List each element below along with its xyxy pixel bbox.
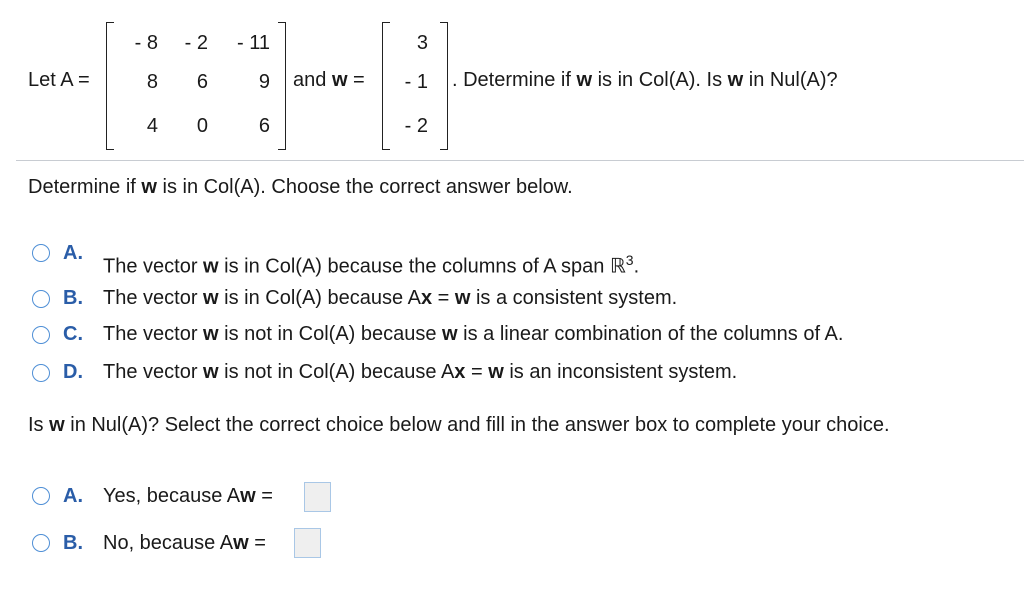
vector-w-cell: 3 [416, 32, 428, 54]
q2-option-b-text[interactable]: No, because Aw = [103, 532, 266, 554]
q1-option-c-radio[interactable] [32, 326, 50, 344]
q1-option-c-letter: C. [63, 323, 83, 345]
q1-option-a-letter: A. [63, 242, 83, 264]
matrix-a-cell: 6 [196, 71, 208, 93]
problem-question: . Determine if w is in Col(A). Is w in Nul(A)? [452, 69, 838, 91]
matrix-a-cell: - 2 [184, 32, 208, 54]
q1-option-d-letter: D. [63, 361, 83, 383]
q2-option-a-text[interactable]: Yes, because Aw = [103, 485, 273, 507]
q1-option-a-text[interactable]: The vector w is in Col(A) because the columns of A span ℝ$^3$. [103, 252, 640, 278]
let-a-label: Let A = [28, 69, 90, 91]
q1-option-d-text[interactable]: The vector w is not in Col(A) because Ax = w is an inconsistent system. [103, 361, 738, 383]
vector-w-right-bracket [440, 22, 448, 150]
matrix-a-cell: 0 [196, 115, 208, 137]
q1-option-a-radio[interactable] [32, 244, 50, 262]
matrix-a-cell: - 8 [134, 32, 158, 54]
and-w-label: and w = [293, 69, 365, 91]
q1-option-b-letter: B. [63, 287, 83, 309]
section-divider [16, 160, 1024, 161]
q1-option-b-text[interactable]: The vector w is in Col(A) because Ax = w is a consistent system. [103, 287, 678, 309]
q2-prompt: Is w in Nul(A)? Select the correct choice below and fill in the answer box to complete your choice. [28, 414, 890, 436]
q1-option-b-radio[interactable] [32, 290, 50, 308]
matrix-a-left-bracket [106, 22, 114, 150]
vector-w-cell: - 2 [404, 115, 428, 137]
q1-option-d-radio[interactable] [32, 364, 50, 382]
q2-option-a-answer-box[interactable] [304, 482, 331, 512]
matrix-a-cell: 6 [258, 115, 270, 137]
matrix-a-cell: 9 [258, 71, 270, 93]
q2-option-b-radio[interactable] [32, 534, 50, 552]
matrix-a-cell: 4 [146, 115, 158, 137]
q2-option-b-answer-box[interactable] [294, 528, 321, 558]
matrix-a-right-bracket [278, 22, 286, 150]
q1-prompt: Determine if w is in Col(A). Choose the correct answer below. [28, 176, 573, 198]
q2-option-a-letter: A. [63, 485, 83, 507]
vector-w-cell: - 1 [404, 71, 428, 93]
matrix-a-cell: - 11 [237, 32, 270, 54]
q2-option-a-radio[interactable] [32, 487, 50, 505]
q2-option-b-letter: B. [63, 532, 83, 554]
q1-option-c-text[interactable]: The vector w is not in Col(A) because w is a linear combination of the columns of A. [103, 323, 844, 345]
matrix-a-cell: 8 [146, 71, 158, 93]
